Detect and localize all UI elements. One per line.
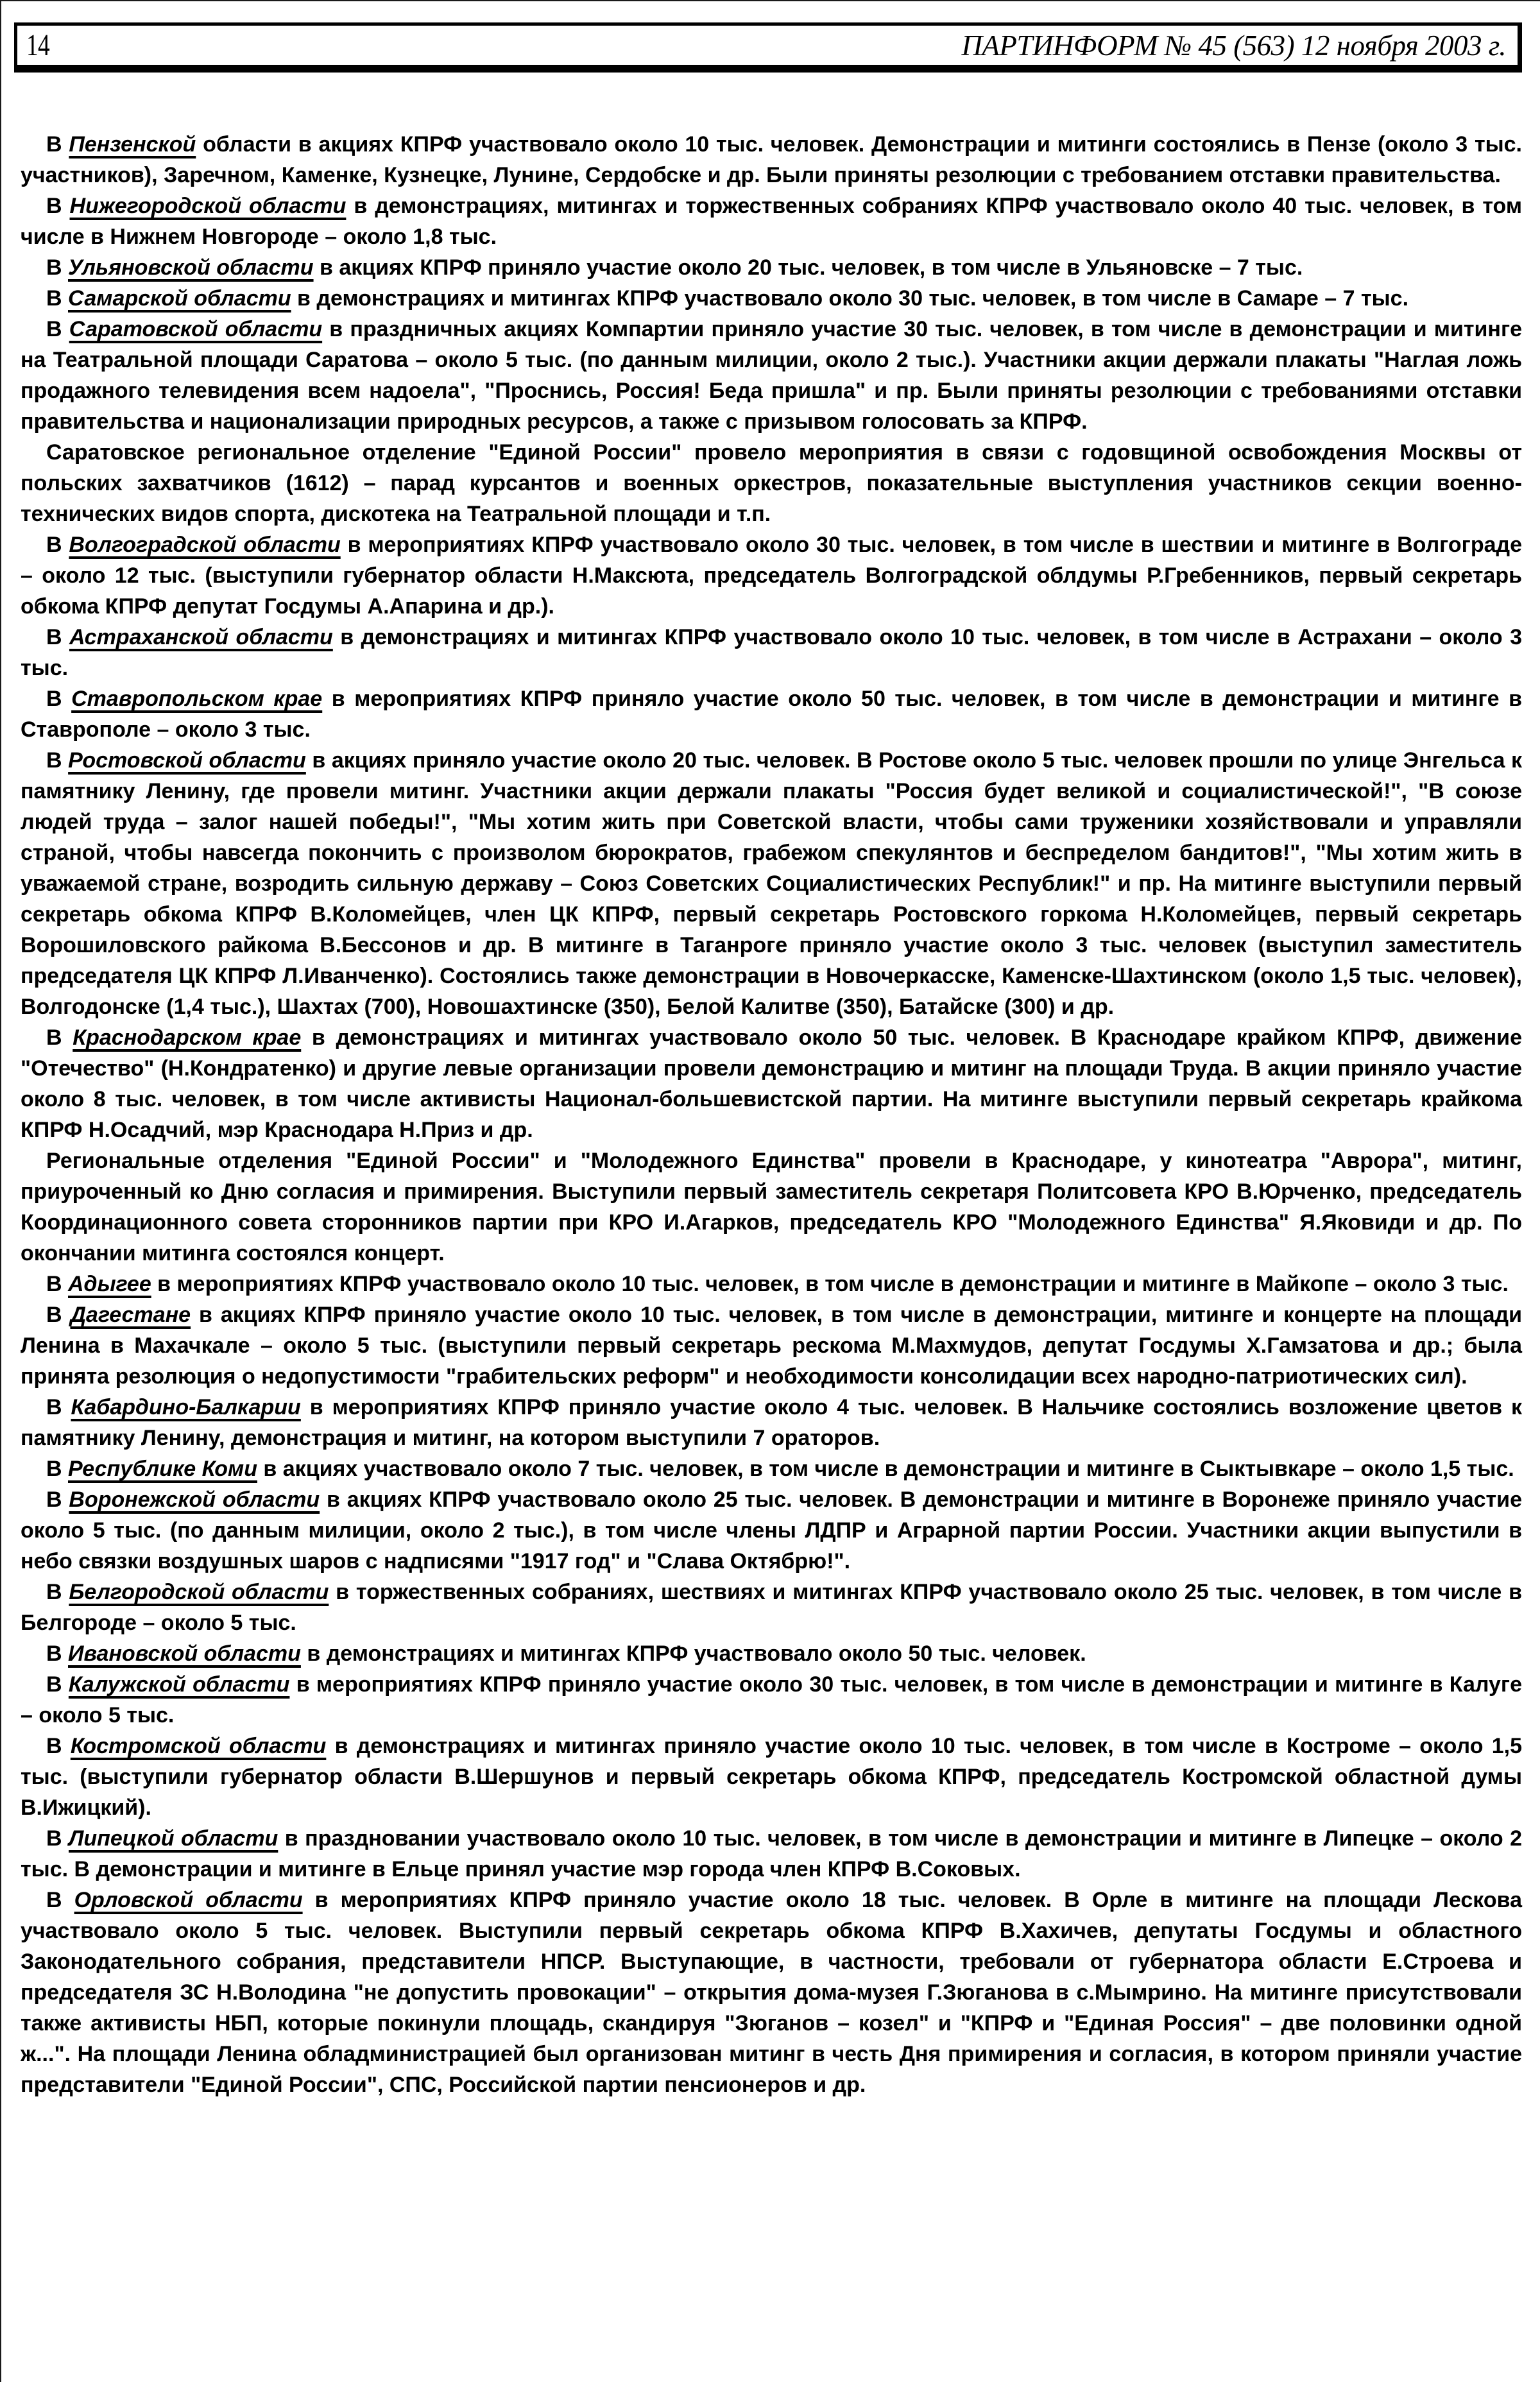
paragraph-lead: В (46, 1734, 71, 1758)
paragraph-lead: В (46, 1395, 71, 1419)
paragraph-text: в демонстрациях и митингах приняло участие около 10 тыс. человек, в том числе в Костроме – около 1,5 тыс. (выступили губернатор области В.Шершунов и первый секретарь обкома КПРФ, председатель Костромской областной думы В.Ижицкий). (21, 1734, 1522, 1820)
body-paragraph (21, 1669, 1522, 1731)
body-paragraph (21, 191, 1522, 252)
paragraph-text: в демонстрациях, митингах и торжественных собраниях КПРФ участвовало около 40 тыс. человек, в том числе в Нижнем Новгороде – около 1,8 тыс. (21, 194, 1522, 249)
paragraph-lead: В (46, 748, 69, 773)
body-paragraph (21, 1269, 1522, 1299)
body-paragraph (21, 622, 1522, 683)
region-name: Ивановской области (68, 1641, 301, 1666)
paragraph-lead: В (46, 317, 69, 341)
paragraph-lead: В (46, 533, 69, 557)
paragraph-text: в праздничных акциях Компартии приняло участие 30 тыс. человек, в том числе в демонстрации и митинге на Театральной площади Саратова – около 5 тыс. (по данным милиции, около 2 тыс.). Участники акции держали плакаты "Наглая ложь продажного телевидения всем надоела", "Проснись, Россия! Беда пришла" и пр. Были приняты резолюции с требованиями отставки правительства и национализации природных ресурсов, а также с призывом голосовать за КПРФ. (21, 317, 1523, 434)
body-paragraph (21, 1885, 1522, 2100)
region-name: Липецкой области (69, 1826, 278, 1851)
paragraph-text: в демонстрациях и митингах КПРФ участвовало около 50 тыс. человек. (300, 1641, 1086, 1666)
paragraph-text: в демонстрациях и митингах КПРФ участвовало около 10 тыс. человек, в том числе в Астрахани – около 3 тыс. (21, 625, 1522, 680)
region-name: Краснодарском крае (73, 1025, 302, 1050)
paragraph-lead: В (46, 255, 68, 280)
region-name: Адыгее (68, 1272, 151, 1296)
region-name: Кабардино-Балкарии (71, 1395, 301, 1419)
paragraph-text: области в акциях КПРФ участвовало около 10 тыс. человек. Демонстрации и митинги состоялись в Пензе (около 3 тыс. участников), Заречном, Каменке, Кузнецке, Лунине, Сердобске и др. Были приняты резолюции с требованием отставки правительства. (21, 132, 1523, 187)
page-header (14, 22, 1522, 73)
region-name: Орловской области (74, 1888, 303, 1912)
paragraph-text: в акциях КПРФ приняло участие около 10 тыс. человек, в том числе в демонстрации, митинге и концерте на площади Ленина в Махачкале – около 5 тыс. (выступили первый секретарь рескома М.Махмудов, депутат Госдумы Х.Гамзатова и др.; была принята резолюция о недопустимости "грабительских реформ" и необходимости консолидации всех народно-патриотических сил). (21, 1303, 1522, 1389)
paragraph-text: в мероприятиях КПРФ приняло участие около 18 тыс. человек. В Орле в митинге на площади Лескова участвовало около 5 тыс. человек. Выступили первый секретарь обкома КПРФ В.Хахичев, депутаты Госдумы и областного Законодательного собрания, представители НПСР. Выступающие, в частности, требовали от губернатора области Е.Строева и председателя ЗС Н.Володина "не допустить провокации" – открытия дома-музея Г.Зюганова в с.Мымрино. На митинге присутствовали также активисты НБП, которые покинули площадь, скандируя "Зюганов – козел" и "КПРФ и "Единая Россия" – две половинки одной ж...". На площади Ленина обладминистрацией был организован митинг в честь Дня примирения и согласия, в котором приняли участие представители "Единой России", СПС, Российской партии пенсионеров и др. (21, 1888, 1522, 2097)
region-name: Ульяновской области (68, 255, 314, 280)
paragraph-lead: В (46, 194, 70, 218)
paragraph-lead: В (46, 625, 69, 649)
body-paragraph (21, 1145, 1522, 1269)
body-paragraph (21, 1731, 1522, 1823)
region-name: Воронежской области (69, 1487, 320, 1512)
paragraph-lead: В (46, 1272, 68, 1296)
region-name: Дагестане (70, 1303, 191, 1327)
paragraph-lead: В (46, 132, 69, 157)
body-paragraph (21, 437, 1522, 529)
article-body (21, 129, 1522, 2100)
paragraph-lead: В (46, 1672, 69, 1697)
region-name: Республике Коми (68, 1457, 257, 1481)
region-name: Нижегородской области (69, 194, 346, 218)
paragraph-text: в праздновании участвовало около 10 тыс. человек, в том числе в демонстрации и митинге в Липецке – около 2 тыс. В демонстрации и митинге в Ельце принял участие мэр города член КПРФ В.Соковых. (21, 1826, 1522, 1881)
paragraph-text: в торжественных собраниях, шествиях и митингах КПРФ участвовало около 25 тыс. человек, в том числе в Белгороде – около 5 тыс. (21, 1580, 1522, 1635)
paragraph-lead: В (46, 1487, 69, 1512)
paragraph-lead: В (46, 1826, 69, 1851)
body-paragraph (21, 1577, 1522, 1638)
body-paragraph (21, 1299, 1522, 1392)
paragraph-lead: В (46, 687, 72, 711)
paragraph-text: в мероприятиях КПРФ приняло участие около 30 тыс. человек, в том числе в демонстрации и митинге в Калуге – около 5 тыс. (21, 1672, 1522, 1727)
region-name: Белгородской области (69, 1580, 329, 1604)
paragraph-text: в мероприятиях КПРФ приняло участие около 4 тыс. человек. В Нальчике состоялись возложение цветов к памятнику Ленину, демонстрация и митинг, на котором выступили 7 ораторов. (21, 1395, 1522, 1450)
region-name: Саратовской области (69, 317, 323, 341)
body-paragraph (21, 1484, 1522, 1577)
paragraph-lead: В (46, 1580, 69, 1604)
paragraph-lead: В (46, 1025, 73, 1050)
body-paragraph (21, 283, 1522, 314)
journal-title: ПАРТИНФОРМ № 45 (563) 12 ноября 2003 г. (961, 29, 1506, 62)
body-paragraph (21, 1022, 1522, 1145)
page-number: 14 (26, 28, 49, 62)
body-paragraph (21, 314, 1522, 437)
paragraph-text: в акциях КПРФ участвовало около 25 тыс. человек. В демонстрации и митинге в Воронеже приняло участие около 5 тыс. (по данным милиции, около 2 тыс.), в том числе члены ЛДПР и Аграрной партии России. Участники акции выпустили в небо связки воздушных шаров с надписями "1917 год" и "Слава Октябрю!". (21, 1487, 1522, 1573)
paragraph-text: Саратовское региональное отделение "Единой России" провело мероприятия в связи с годовщиной освобождения Москвы от польских захватчиков (1612) – парад курсантов и военных оркестров, показательные выступления участников секции военно-технических видов спорта, дискотека на Театральной площади и т.п. (21, 440, 1522, 526)
body-paragraph (21, 252, 1522, 283)
body-paragraph (21, 1392, 1522, 1453)
paragraph-lead: В (46, 1457, 68, 1481)
body-paragraph (21, 745, 1522, 1022)
paragraph-text: Региональные отделения "Единой России" и "Молодежного Единства" провели в Краснодаре, у кинотеатра "Аврора", митинг, приуроченный ко Дню согласия и примирения. Выступили первый заместитель секретаря Политсовета КРО В.Юрченко, председатель Координационного совета сторонников партии при КРО И.Агарков, председатель КРО "Молодежного Единства" Я.Яковиди и др. По окончании митинга состоялся концерт. (21, 1149, 1522, 1265)
body-paragraph (21, 683, 1522, 745)
paragraph-text: в акциях приняло участие около 20 тыс. человек. В Ростове около 5 тыс. человек прошли по улице Энгельса к памятнику Ленину, где провели митинг. Участники акции держали плакаты "Россия будет великой и социалистической!", "В союзе людей труда – залог нашей победы!", "Мы хотим жить при Советской власти, чтобы сами труженики хозяйствовали и управляли страной, чтобы навсегда покончить с произволом бюрократов, грабежом спекулянтов и беспределом бандитов!", "Мы хотим жить в уважаемой стране, возродить сильную державу – Союз Советских Социалистических Республик!" и пр. На митинге выступили первый секретарь обкома КПРФ В.Коломейцев, член ЦК КПРФ, первый секретарь Ростовского горкома Н.Коломейцев, первый секретарь Ворошиловского райкома В.Бессонов и др. В митинге в Таганроге приняло участие около 3 тыс. человек (выступил заместитель председателя ЦК КПРФ Л.Иванченко). Состоялись также демонстрации в Новочеркасске, Каменске-Шахтинском (около 1,5 тыс. человек), Волгодонске (1,4 тыс.), Шахтах (700), Новошахтинске (350), Белой Калитве (350), Батайске (300) и др. (21, 748, 1522, 1019)
paragraph-text: в мероприятиях КПРФ участвовало около 30 тыс. человек, в том числе в шествии и митинге в Волгограде – около 12 тыс. (выступили губернатор области Н.Максюта, председатель Волгоградской облдумы Р.Гребенников, первый секретарь обкома КПРФ депутат Госдумы А.Апарина и др.). (21, 533, 1522, 619)
paragraph-lead: В (46, 1641, 68, 1666)
body-paragraph (21, 129, 1522, 191)
paragraph-lead: В (46, 1303, 71, 1327)
region-name: Астраханской области (69, 625, 333, 649)
paragraph-text: в акциях КПРФ приняло участие около 20 тыс. человек, в том числе в Ульяновске – 7 тыс. (313, 255, 1303, 280)
paragraph-text: в мероприятиях КПРФ приняло участие около 50 тыс. человек, в том числе в демонстрации и митинге в Ставрополе – около 3 тыс. (21, 687, 1523, 742)
region-name: Самарской области (68, 286, 291, 311)
paragraph-lead: В (46, 286, 68, 311)
body-paragraph (21, 1638, 1522, 1669)
paragraph-lead: В (46, 1888, 74, 1912)
paragraph-text: в акциях участвовало около 7 тыс. человек, в том числе в демонстрации и митинге в Сыктывкаре – около 1,5 тыс. (257, 1457, 1514, 1481)
region-name: Волгоградской области (69, 533, 341, 557)
body-paragraph (21, 1823, 1522, 1885)
region-name: Костромской области (70, 1734, 327, 1758)
body-paragraph (21, 1453, 1522, 1484)
paragraph-text: в мероприятиях КПРФ участвовало около 10 тыс. человек, в том числе в демонстрации и митинге в Майкопе – около 3 тыс. (151, 1272, 1509, 1296)
region-name: Пензенской (69, 132, 196, 157)
region-name: Ставропольском крае (71, 687, 323, 711)
paragraph-text: в демонстрациях и митингах участвовало около 50 тыс. человек. В Краснодаре крайком КПРФ, движение "Отечество" (Н.Кондратенко) и другие левые организации провели демонстрацию и митинг на площади Труда. В акции приняло участие около 8 тыс. человек, в том числе активисты Национал-большевистской партии. На митинге выступили первый секретарь крайкома КПРФ Н.Осадчий, мэр Краснодара Н.Приз и др. (21, 1025, 1522, 1142)
region-name: Ростовской области (68, 748, 306, 773)
paragraph-text: в демонстрациях и митингах КПРФ участвовало около 30 тыс. человек, в том числе в Самаре – 7 тыс. (291, 286, 1409, 311)
body-paragraph (21, 529, 1522, 622)
region-name: Калужской области (68, 1672, 290, 1697)
